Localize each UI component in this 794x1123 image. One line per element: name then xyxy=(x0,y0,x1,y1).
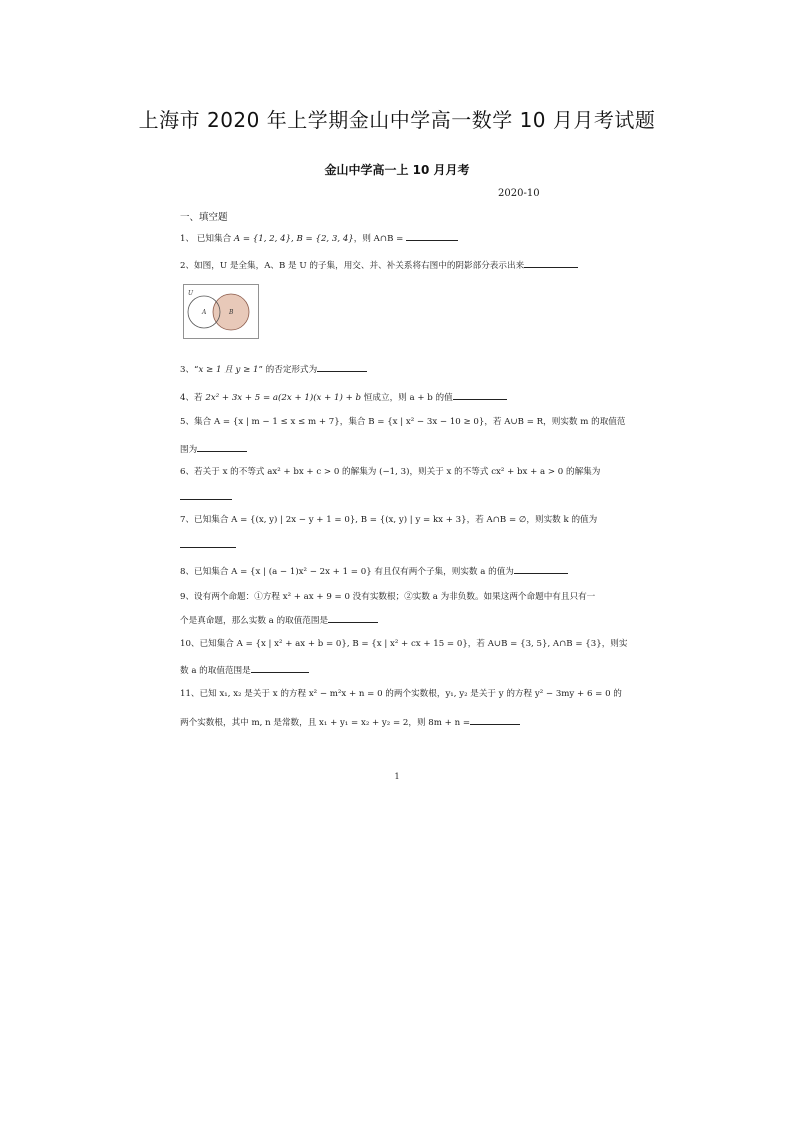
question-6-line-2 xyxy=(180,490,232,505)
question-4-post: 恒成立，则 a + b 的值 xyxy=(361,393,453,403)
sub-title: 金山中学高一上 10 月月考 xyxy=(324,163,470,177)
exam-date: 2020-10 xyxy=(498,188,540,199)
question-3 xyxy=(180,362,367,377)
question-5-line-2 xyxy=(180,442,247,457)
question-8-text: 8、已知集合 A = {x | (a − 1)x² − 2x + 1 = 0} 有且仅有两个子集，则实数 a 的值为 xyxy=(180,567,514,577)
question-10-line-2 xyxy=(180,663,309,678)
question-4-pre: 4、若 xyxy=(180,393,206,403)
question-10-line-2-text: 数 a 的取值范围是 xyxy=(180,666,251,676)
question-1-math: A = {1, 2, 4}, B = {2, 3, 4} xyxy=(233,234,354,244)
answer-blank[interactable] xyxy=(180,490,232,500)
question-7-line-2 xyxy=(180,538,236,553)
venn-label-a: A xyxy=(202,309,207,316)
question-6-line-1: 6、若关于 x 的不等式 ax² + bx + c > 0 的解集为 (−1, 3)，则关于 x 的不等式 cx² + bx + a > 0 的解集为 xyxy=(180,467,601,477)
venn-diagram xyxy=(183,284,259,339)
venn-label-b: B xyxy=(229,309,234,316)
answer-blank[interactable] xyxy=(524,258,578,268)
question-2 xyxy=(180,258,578,273)
question-4 xyxy=(180,390,507,405)
question-10-line-1: 10、已知集合 A = {x | x² + ax + b = 0}, B = {x | x² + cx + 15 = 0}，若 A∪B = {3, 5}, A∩B = {3}，则实 xyxy=(180,639,628,649)
answer-blank[interactable] xyxy=(470,715,520,725)
question-7-line-1: 7、已知集合 A = {(x, y) | 2x − y + 1 = 0}, B = {(x, y) | y = kx + 3}，若 A∩B = ∅，则实数 k 的值为 xyxy=(180,515,598,525)
question-9-line-1: 9、设有两个命题：①方程 x² + ax + 9 = 0 没有实数根；②实数 a 为非负数。如果这两个命题中有且只有一 xyxy=(180,592,596,602)
question-3-pre: 3、“ xyxy=(180,365,199,375)
question-11-line-2 xyxy=(180,715,520,730)
venn-label-u: U xyxy=(188,290,194,297)
question-5-line-1: 5、集合 A = {x | m − 1 ≤ x ≤ m + 7}，集合 B = {x | x² − 3x − 10 ≥ 0}，若 A∪B = R，则实数 m 的取值范 xyxy=(180,417,626,427)
answer-blank[interactable] xyxy=(180,538,236,548)
answer-blank[interactable] xyxy=(317,362,367,372)
answer-blank[interactable] xyxy=(406,231,458,241)
question-5-line-2-text: 围为 xyxy=(180,445,198,455)
question-4-math: 2x² + 3x + 5 = a(2x + 1)(x + 1) + b xyxy=(205,393,362,403)
answer-blank[interactable] xyxy=(328,613,378,623)
question-2-text: 2、如图，U 是全集，A、B 是 U 的子集，用交、并、补关系将右图中的阴影部分表示出来 xyxy=(180,261,525,271)
question-1-pre: 1、 已知集合 xyxy=(180,234,234,244)
question-3-post: ” 的否定形式为 xyxy=(258,365,318,375)
answer-blank[interactable] xyxy=(514,564,568,574)
question-9-line-2-text: 个是真命题，那么实数 a 的取值范围是 xyxy=(180,616,329,626)
question-11-line-1: 11、已知 x₁, x₂ 是关于 x 的方程 x² − m²x + n = 0 的两个实数根，y₁, y₂ 是关于 y 的方程 y² − 3my + 6 = 0 的 xyxy=(180,689,622,699)
question-1 xyxy=(180,231,458,246)
section-heading: 一、填空题 xyxy=(180,212,228,223)
answer-blank[interactable] xyxy=(197,442,247,452)
question-3-math: x ≥ 1 且 y ≥ 1 xyxy=(198,365,259,375)
answer-blank[interactable] xyxy=(453,390,507,400)
question-1-post: ，则 A∩B = xyxy=(353,234,407,244)
main-title: 上海市 2020 年上学期金山中学高一数学 10 月月考试题 xyxy=(138,108,656,132)
answer-blank[interactable] xyxy=(251,663,309,673)
page-number: 1 xyxy=(394,772,400,781)
question-9-line-2 xyxy=(180,613,378,628)
question-11-line-2-text: 两个实数根，其中 m, n 是常数，且 x₁ + y₁ = x₂ + y₂ = 2，则 8m + n = xyxy=(180,718,471,728)
question-8 xyxy=(180,564,568,579)
